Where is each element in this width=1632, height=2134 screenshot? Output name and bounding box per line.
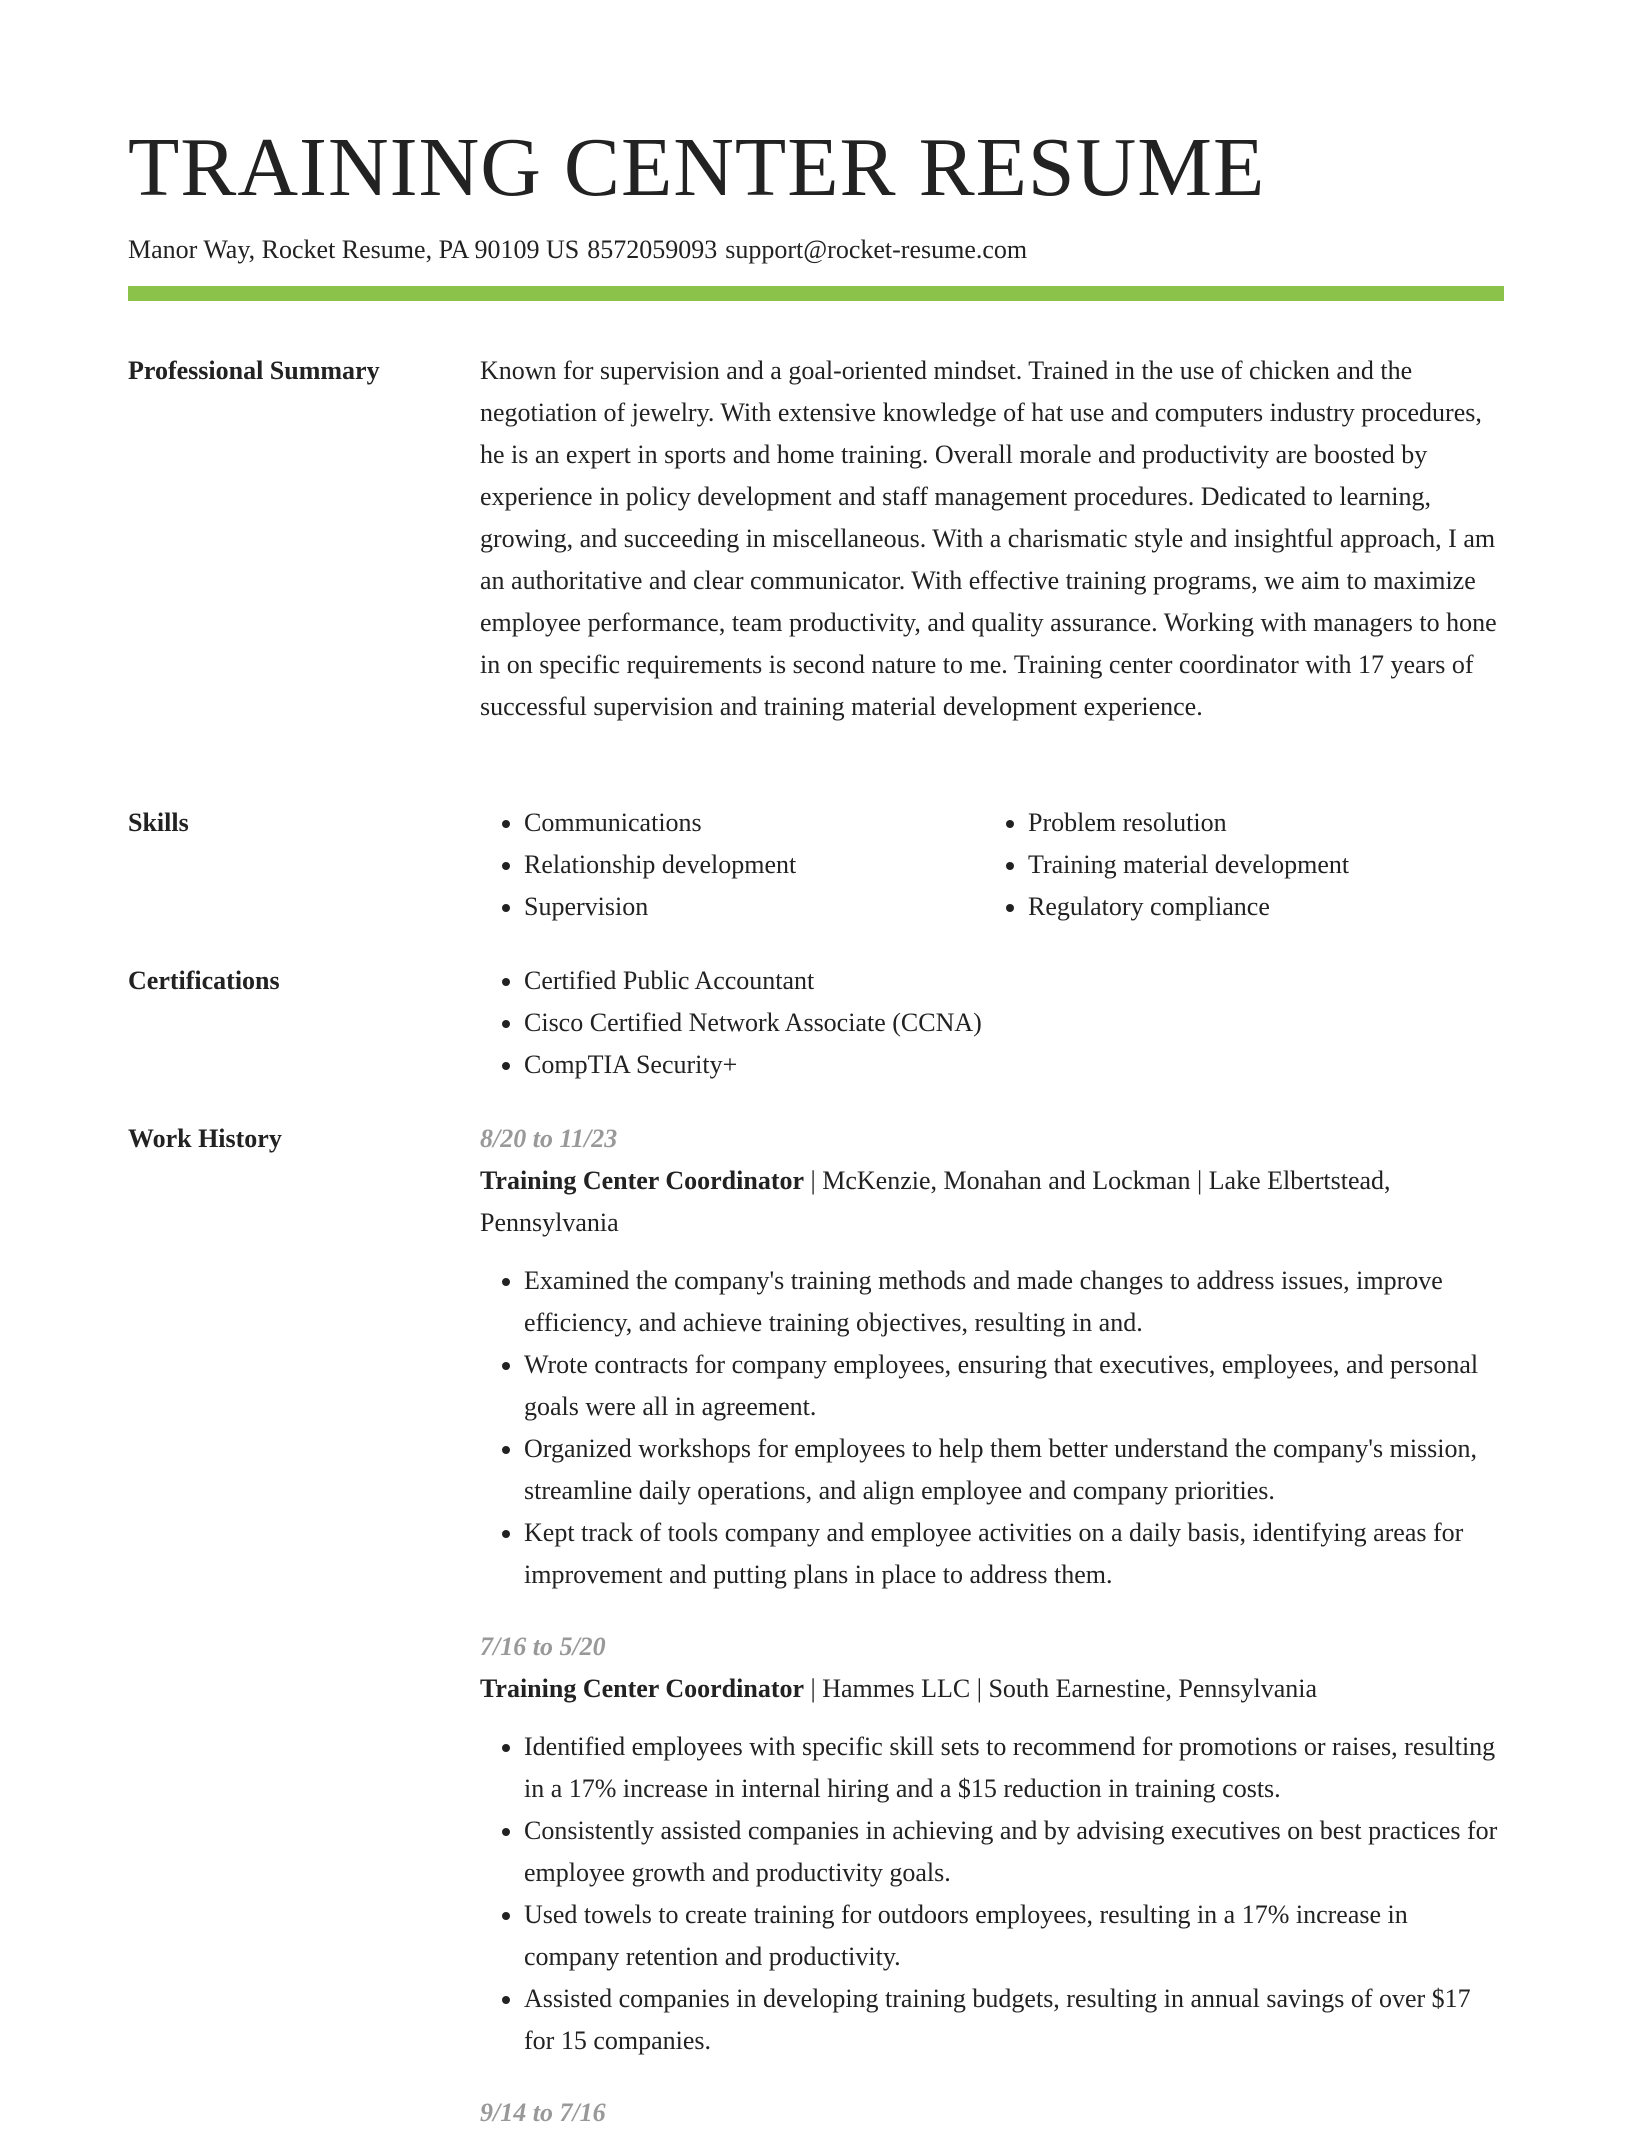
job-bullet: • Kept track of tools company and employee activities on a daily basis, identifying areas for improvement and putting plans in place to address them. bbox=[524, 1512, 1504, 1596]
job-title: Training Center Coordinator bbox=[480, 1674, 805, 1703]
skill-item: • Communications bbox=[524, 802, 984, 844]
certification-item: • Certified Public Accountant bbox=[524, 960, 1504, 1002]
job-bullet: • Examined the company's training methods and made changes to address issues, improve efficiency, and achieve training objectives, resulting in and. bbox=[524, 1260, 1504, 1344]
certifications-body bbox=[480, 960, 1504, 1086]
job-bullets bbox=[480, 1726, 1504, 2062]
skill-item: • Training material development bbox=[1028, 844, 1488, 886]
job-details: | McKenzie, Monahan and Lockman | Lake Elbertstead, Pennsylvania bbox=[480, 1166, 1391, 1237]
job-bullet: • Organized workshops for employees to help them better understand the company's mission, streamline daily operations, and align employee and company priorities. bbox=[524, 1428, 1504, 1512]
job-details: | Hammes LLC | South Earnestine, Pennsylvania bbox=[804, 1674, 1318, 1703]
contact-email: support@rocket-resume.com bbox=[725, 235, 1028, 264]
job-bullet: • Used towels to create training for outdoors employees, resulting in a 17% increase in company retention and productivity. bbox=[524, 1894, 1504, 1978]
certifications-heading: Certifications bbox=[128, 966, 280, 995]
job-heading bbox=[480, 1668, 1504, 1710]
skills-list-right bbox=[984, 802, 1488, 928]
job-dates: 9/14 to 7/16 bbox=[480, 2098, 606, 2127]
skills-body bbox=[480, 802, 1504, 928]
job-bullet: • Wrote contracts for company employees, ensuring that executives, employees, and personal goals were all in agreement. bbox=[524, 1344, 1504, 1428]
skill-item: • Relationship development bbox=[524, 844, 984, 886]
work-history-body bbox=[480, 1118, 1504, 2134]
certifications-list bbox=[480, 960, 1504, 1086]
job-bullets bbox=[480, 1260, 1504, 1596]
job-dates: 7/16 to 5/20 bbox=[480, 1632, 606, 1661]
work-history-heading: Work History bbox=[128, 1124, 282, 1153]
job-bullet: • Assisted companies in developing training budgets, resulting in annual savings of over $17 for 15 companies. bbox=[524, 1978, 1504, 2062]
skill-item: • Supervision bbox=[524, 886, 984, 928]
header-divider bbox=[128, 286, 1504, 301]
skills-heading: Skills bbox=[128, 808, 189, 837]
summary-heading: Professional Summary bbox=[128, 356, 380, 385]
resume-title: TRAINING CENTER RESUME bbox=[128, 121, 1266, 214]
certification-item: • Cisco Certified Network Associate (CCNA) bbox=[524, 1002, 1504, 1044]
job-title: Training Center Coordinator bbox=[480, 1166, 805, 1195]
skill-item: • Regulatory compliance bbox=[1028, 886, 1488, 928]
job-bullet: • Identified employees with specific skill sets to recommend for promotions or raises, resulting in a 17% increase in internal hiring and a $15 reduction in training costs. bbox=[524, 1726, 1504, 1810]
summary-body bbox=[480, 350, 1504, 728]
job-entry bbox=[480, 1118, 1504, 1596]
job-dates: 8/20 to 11/23 bbox=[480, 1124, 618, 1153]
contact-address: Manor Way, Rocket Resume, PA 90109 US bbox=[128, 235, 580, 264]
job-entry bbox=[480, 2092, 1504, 2134]
summary-text: Known for supervision and a goal-oriented mindset. Trained in the use of chicken and the negotiation of jewelry. With extensive knowledge of hat use and computers industry procedures, he is an expert in sports and home training. Overall morale and productivity are boosted by experience in policy development and staff management procedures. Dedicated to learning, growing, and succeeding in miscellaneous. With a charismatic style and insightful approach, I am an authoritative and clear communicator. With effective training programs, we aim to maximize employee performance, team productivity, and quality assurance. Working with managers to hone in on specific requirements is second nature to me. Training center coordinator with 17 years of successful supervision and training material development experience. bbox=[480, 356, 1497, 721]
contact-line bbox=[128, 232, 1035, 268]
job-heading bbox=[480, 1160, 1504, 1244]
skill-item: • Problem resolution bbox=[1028, 802, 1488, 844]
certification-item: • CompTIA Security+ bbox=[524, 1044, 1504, 1086]
job-entry bbox=[480, 1626, 1504, 2062]
skills-list-left bbox=[480, 802, 984, 928]
contact-phone: 8572059093 bbox=[587, 235, 718, 264]
job-bullet: • Consistently assisted companies in achieving and by advising executives on best practices for employee growth and productivity goals. bbox=[524, 1810, 1504, 1894]
